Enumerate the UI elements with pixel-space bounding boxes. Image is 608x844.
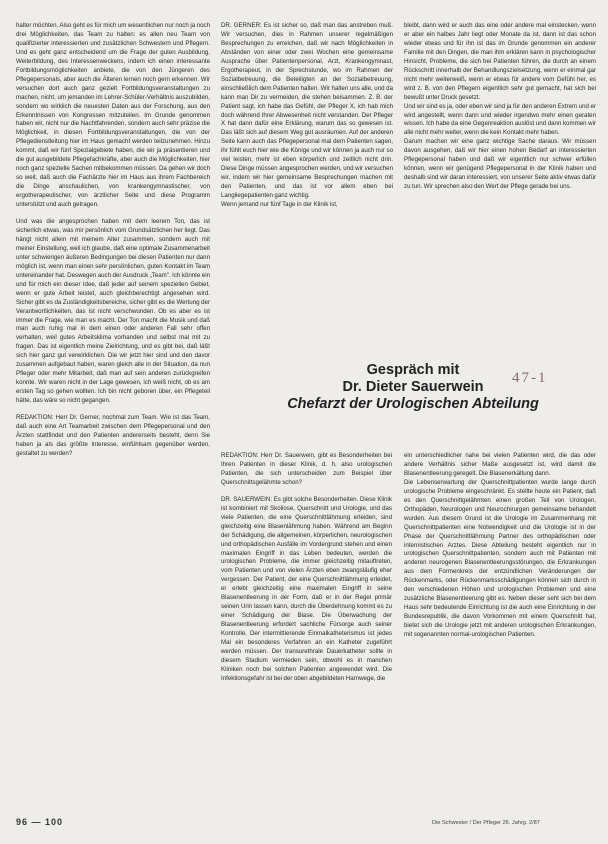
journal-reference: Die Schwester / Der Pfleger 26. Jahrg. 2/87	[432, 820, 540, 826]
article-column-1	[16, 22, 210, 770]
article-column-5	[404, 452, 596, 782]
page-number: 96 — 100	[16, 817, 64, 827]
paragraph: bleibt, dann wird er auch das eine oder andere mal einstecken, wenn er aber ein halbes Jahr liegt oder Monate da ist, dann ist das schon wieder etwas und für ihn ist das im Grunde genommen ein anderer Familie mit den Dingen, die man ihm erklären kann in psychologischer Hinsicht, Probleme, die sich bei Patienten führen, die durch an einem Rückschritt innerhalb der Behandlungszielsetzung, wenn er einmal gar nicht mehr weiterweiß, wenn er etwas für andere vom Gefühl her, es wird z. B. von den Pflegern eigentlich sehr gut gemacht, hat sich bei bewußt unter Druck gesetzt.	[404, 22, 596, 101]
paragraph: DR. SAUERWEIN: Es gibt solche Besonderheiten. Diese Klinik ist kombiniert mit Skoliose, Querschnitt und Urologie, und das viele Patienten, die eine Querschnittlähmung erleiden, sind gleichzeitig eine Blasenlähmung haben. Während am Beginn der Schädigung, die allgemeinen, körperlichen, neurologischen und orthopädischen Ausfälle im Vordergrund stehen und einen maximalen Eingriff in das Leben bedeuten, werden die urologischen Probleme, die immer gleichzeitig mitauftreten, vom Patienten und von vielen Ärzten eben zwangsläufig eher vergessen. Der Patient, der eine Querschnittlähmung erleidet, er erlebt gleichzeitig eine maximalen Eingriff in seine Blasenentleerung in der Form, daß er in der Regel primär seinen Urin lassen kann, durch die Überdehnung kommt es zu einer Schädigung der Blase. Die Überwachung der Blasenentleerung erfordert sachliche Fürsorge auch seiner Kontrolle. Der intermittierende Einmalkatheterismus ist jedes Mal ein besonderes Verfahren an ein Katheter zugeführt werden müssen. Der transurethrale Dauerkatheter sollte in diesem Stadium vermieden sein, obwohl es in manchen Kliniken noch bei solchen Patienten angewendet wird. Die Infektionsgefahr ist bei der oben abgebildeten Harnwege, die	[221, 495, 392, 682]
paragraph: Und wir sind es ja, oder eben wir sind ja für den anderen Extrem und er wird angestellt, wenn dann und wieder irgendwo mehr einen geraten wissen. Ich habe da eine Gegenreaktion auslöst und dann kommen wir alle nicht mehr weiter, wenn die kein Kontakt mehr haben.	[404, 102, 596, 137]
headline-line-3: Chefarzt der Urologischen Abteilung	[287, 396, 539, 412]
article-column-4	[221, 452, 392, 782]
paragraph: Wenn jemand nur fünf Tage in der Klinik ist,	[221, 201, 338, 209]
paragraph: REDAKTION: Herr Dr. Sauerwein, gibt es Besonderheiten bei Ihren Patienten in dieser Klinik, d. h. also urologischen Patienten, die sich unterscheiden zum Beispiel über Querschnittsgelähmte schon?	[221, 452, 392, 486]
handwritten-note: 47-1	[512, 370, 548, 386]
paragraph: Und was die angesprochen haben mit dem leerem Ton, das ist sicherlich etwas, was mir persönlich vom Grundsätzlichen her liegt. Das hängt nicht allein mit meinem Alter zusammen, sondern auch mit meiner Einstellung, weil ich glaube, daß eine optimale Zusammenarbeit unter schwierigen äußeren Bedingungen bei diesen Patienten nur dann möglich ist, wenn man einen sehr persönlichen, guten Kontakt im Team untereinander hat. Deswegen auch der Ausdruck „Team". Ich könnte ein und für mich ein dieser Idee, daß jeder auf seinem speziellen Gebiet, wenn er gute Arbeit leistet, auch gleichberechtigt angesehen wird. Sicher gibt es da Zuständigkeitsbereiche, sicher gibt es die Wertung der Verantwortlichkeiten, das ist nicht verschwunden. Ob es aber es ist immer die Frage, wie man es macht. Der Ton macht die Musik und daß man auch ruhig mal in dem einen oder anderen Fall sehr offen verhalten, weil gutes Arbeitsklima vorhanden und selbst mal mit zu fragen. Das ist eigentlich meine Zielrichtung, und es gibt bei, daß läßt sich hier ganz gut verwirklichen. Die wir jetzt hier sind und den davor zusammen aufgebaut haben, waren gleich alle in der Situation, da nun Pfleger oder mehr Mitarbeit, daß man auf sein anderen zurückgreifen konnte. Wir waren nicht in der Lage gewesen, ich weiß nicht, ob es am ersten Tag so gehen wollten. Ich bin nicht geboren über, ein Pflegeteil hätte, das wäre so nicht gegangen.	[16, 218, 210, 405]
paragraph: halter möchten. Also geht es für mich um wesentlichen nur noch ja noch drei Möglichkeiten, das Team zu halten: es allen neu Team von qualifizierter interessierten und zusätzlichen Schwestern und Pflegern. Und es geht ganz entscheidend um die Frage der guten Ausbildung, Weiterbildung, des Interessenweckens, indem ich einen interessante Fortbildungsmöglichkeiten anbiete, die von den Jüngeren des Pflegepersonals, aber auch die Älteren lernen noch gern erkennen. Wir versuchen dort auch ganz gezielt Fortbildungsveranstaltungen zu machen, nicht, um jemanden im Lehrer-Schüler-Verhältnis auszubilden, sondern wo wirklich die neuesten Daten aus der Forschung, aus den Erkenntnissen von Kongressen mitzuteilen. Im Grunde genommen haben wir, nicht nur die Nachtfahrenden, sondern auch sehr präzise die Möglichkeit, in diesen Fortbildungsveranstaltungen, die von der Pflegedienstleitung hier im Haus gemacht werden teilzunehmen. Hinzu kommt, daß wir fünf Spezialgebiete haben, die wir ja präsentieren und die gut ausgebildete Pflegefachkräfte, aber auch die Möglichkeiten, hier noch ganz spezielle Sachen mitbekommen müssen. Da gehen wir doch so weit, daß auch die Fachärzte hier im Haus aus ihrem Fachbereich die Dinge anschaulichen, von krankengymnastischer, von ergotherapeutischer, von ärztlicher Seite und diese Programm unterstützt und auch getragen.	[16, 22, 210, 209]
paragraph: Die Lebenserwartung der Querschnittpatienten wurde lange durch urologische Probleme eingeschränkt. Es stellte heute ein Patient, daß es den Querschnittgelähmten einen großen Teil von Urologen, Orthopäden, Neurologen und Neurochirurgen gemeinsame behandelt wurden. Aus diesem Grund ist die Urologie im Zusammenhang mit Querschnittpatienten eine Notwendigkeit und die Urologie ist in der Phase der Querschnittlähmung Partner des orthopädischen oder internistischen Arztes. Diese Abteilung besteht eigentlich nur in urologischen Querschnittpatienten, sondern auch mit Patienten mit anderen neurogenen Blasenentleerungsstörungen, die Erkrankungen aus dem Formenkreis der entzündlichen Veränderungen der Rückenmarks, oder Rückenmarksschädigungen können sich durch in den verschiedenen Höhen und urologischen Problemen und eine zusätzliche Blasenentleerung gibt es. Neben dieser seht sich bei dem Haus sehr bedeutende Einrichtung ist die auch eine Einrichtung in der Bundesrepublik, die davon Vorkommen mit einem Querschnitt hat, bietet sich die Urologie jetzt mit anderen urologischen Erkrankungen, mit sogenannten normal-urologischen Patienten.	[404, 478, 596, 639]
article-column-2	[221, 22, 393, 317]
paragraph: REDAKTION: Herr Dr. Gerner, nochmal zum Team. Wie ist das Team, daß auch eine Art Teamarbeit zwischen dem Pflegepersonal und den Ärzten stattfindet und den Patienten andererseits besteht, denn Sie haben ja als das größte Interesse, einfühlsam gegenüber werden, gestaltet zu werden?	[16, 414, 210, 457]
paragraph: ein unterschiedlicher nahe bei vielen Patienten wird, die das oder andere Verhältnis sicher Maße ausgesetzt ist, wird damit die Blasenentleerung geregelt. Die Blasenerkältung dann.	[404, 452, 596, 477]
article-column-3	[404, 22, 596, 317]
headline-line-1: Gespräch mit	[366, 362, 460, 378]
headline-line-2: Dr. Dieter Sauerwein	[342, 379, 484, 395]
paragraph: DR. GERNER: Es ist sicher so, daß man das anstreben muß. Wir versuchen, dies in Rahmen unserer regelmäßigen Besprechungen zu erreichen, daß wir nach Möglichkeiten in Abständen von einer oder zwei Wochen eine gemeinsame Ausprache über Patientenpersonal, Arzt, Krankengymnast, Ergotherapeut, in der Sprechstunde, wo im Rahmen der Sozialbetreuung, die Beteiligten an der Sozialbetreuung, einschließlich dem Patienten halten. Wir halten uns alle, und da kann man Dir zu vermeiden, die stehen beisammen. Z. B. der Patient sagt, ich habe das Gefühl, der Pfleger X, ich hab mich doch während Ihrer Abwesenheit nicht verstanden. Der Pfleger X hat dann dafür eine Erklärung, warum das so gewesen ist. Das läßt sich auf diesem Weg gut ausräumen. Auf der anderen Seite kann auch das Pflegepersonal mal dem Patienten sagen, ihr fühlt euch hier wie die Könige und wir können ja auch nur so viel leisten, mehr ist eben körperlich und zeitlich nicht drin. Diese Dinge müssen angesprochen werden, und wir versuchen wir, indem wir hier gemeinsame Besprechungen machen mit den Patienten, und das ist vor allem eben bei Langliegepatienten ganz wichtig.	[221, 22, 393, 200]
paragraph: Darum machen wir eine ganz wichtige Sache daraus. Wir müssen davon ausgehen, daß wir hier einen hohen Bedarf an interessierten Pflegepersonal haben und daß wir eigentlich nur schwer erfüllen können, wenn wir genügend Pflegepersonal in der Klinik haben und deshalb sind wir daran interessiert, von unserer Seite aktiv etwas dafür zu tun. Wir sprechen also den Wert der Pflege gerade bei uns.	[404, 138, 596, 191]
